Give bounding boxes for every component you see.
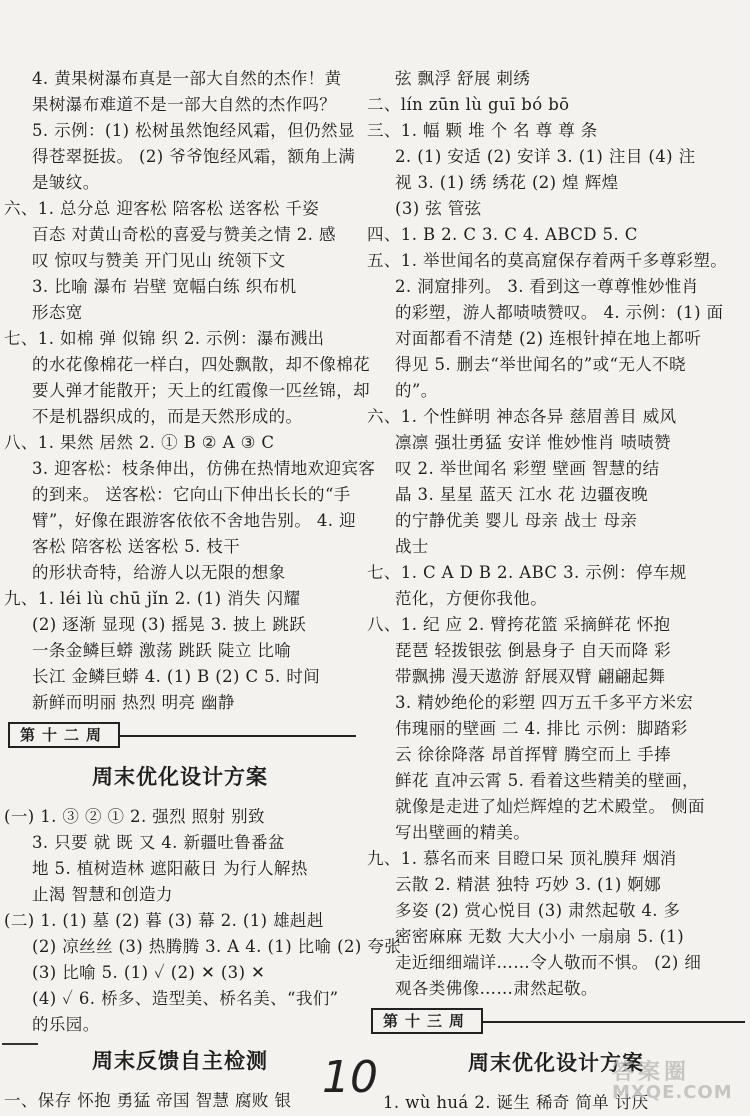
answer-line: 六、1. 总分总 迎客松 陪客松 送客松 千姿 <box>4 199 320 218</box>
answer-line: 密密麻麻 无数 大大小小 一扇扇 5. (1) <box>395 927 685 946</box>
answer-line: 的乐园。 <box>32 1015 100 1034</box>
answer-line: 不是机器织成的，而是天然形成的。 <box>32 407 303 426</box>
watermark-logo <box>612 1055 740 1105</box>
answer-line: 3. 只要 就 既 又 4. 新疆吐鲁番盆 <box>32 833 285 852</box>
answer-line: 观各类佛像……肃然起敬。 <box>395 979 598 998</box>
answer-line: 的”。 <box>395 381 438 400</box>
answer-line: 的彩塑，游人都啧啧赞叹。 4. 示例：(1) 面 <box>395 303 724 322</box>
answer-line: 新鲜而明丽 热烈 明亮 幽静 <box>32 693 235 712</box>
weekend-feedback-answers <box>4 1088 356 1114</box>
page-number: 10 <box>322 1052 378 1103</box>
answer-line: 八、1. 纪 应 2. 臂挎花篮 采摘鲜花 怀抱 <box>367 615 671 634</box>
answer-line: 百态 对黄山奇松的喜爱与赞美之情 2. 感 <box>32 225 336 244</box>
answer-line: 叹 惊叹与赞美 开门见山 统领下文 <box>32 251 286 270</box>
watermark-top-text: 答案圈 <box>612 1060 691 1085</box>
answer-line: 果树瀑布难道不是一部大自然的杰作吗？ <box>32 95 337 114</box>
weekend-feedback-title: 周末反馈自主检测 <box>92 1049 268 1073</box>
divider-line <box>483 1021 745 1023</box>
answer-line: 2. 洞窟排列。 3. 看到这一尊尊惟妙惟肖 <box>395 277 699 296</box>
answer-line: 3. 比喻 瀑布 岩壁 宽幅白练 织布机 <box>32 277 297 296</box>
week-13-header <box>367 1002 745 1040</box>
week-12-banner: 第十二周 <box>8 722 120 748</box>
answer-line: 的水花像棉花一样白，四处飘散，却不像棉花 <box>32 355 370 374</box>
divider-line <box>120 735 356 737</box>
right-answer-lines <box>367 66 745 1002</box>
answer-line: 弦 飘浮 舒展 刺绣 <box>395 69 531 88</box>
answer-line: 止渴 智慧和创造力 <box>32 885 173 904</box>
answer-line: 云散 2. 精湛 独特 巧妙 3. (1) 婀娜 <box>395 875 662 894</box>
right-column <box>367 66 745 1116</box>
answer-line: 的到来。 送客松：它向山下伸出长长的“手 <box>32 485 351 504</box>
answer-line: 客松 陪客松 送客松 5. 枝干 <box>32 537 241 556</box>
answer-line: 4. 黄果树瀑布真是一部大自然的杰作！黄 <box>32 69 342 88</box>
answer-line: 的宁静优美 婴儿 母亲 战士 母亲 <box>395 511 638 530</box>
answer-line: 九、1. léi lù chū jǐn 2. (1) 消失 闪耀 <box>4 589 301 608</box>
answer-line: 视 3. (1) 绣 绣花 (2) 煌 辉煌 <box>395 173 619 192</box>
answer-line: (一) 1. ③ ② ① 2. 强烈 照射 别致 <box>4 807 265 826</box>
answer-line: 九、1. 慕名而来 目瞪口呆 顶礼膜拜 烟消 <box>367 849 677 868</box>
answer-line: 要人弹才能散开；天上的红霞像一匹丝锦，却 <box>32 381 370 400</box>
week-13-banner: 第十三周 <box>371 1008 483 1034</box>
weekend-plan-title: 周末优化设计方案 <box>92 765 268 789</box>
answer-line: 2. (1) 安适 (2) 安详 3. (1) 注目 (4) 注 <box>395 147 696 166</box>
answer-line: 形态宽 <box>32 303 83 322</box>
answer-line: 3. 精妙绝伦的彩塑 四万五千多平方米宏 <box>395 693 694 712</box>
weekend-plan-answers <box>4 804 402 1038</box>
answer-line: 得苍翠挺拔。 (2) 爷爷饱经风霜，额角上满 <box>32 147 356 166</box>
answer-line: 臂”，好像在跟游客依依不舍地告别。 4. 迎 <box>32 511 356 530</box>
left-answer-lines <box>4 66 376 716</box>
answer-line: 七、1. 如棉 弹 似锦 织 2. 示例：瀑布溅出 <box>4 329 325 348</box>
answer-line: (3) 弦 管弦 <box>395 199 482 218</box>
answer-line: (2) 逐渐 显现 (3) 摇晃 3. 披上 跳跃 <box>32 615 307 634</box>
week-13-plan-title: 周末优化设计方案 <box>468 1051 644 1075</box>
answer-line: 晶 3. 星星 蓝天 江水 花 边疆夜晚 <box>395 485 649 504</box>
answer-line: 得见 5. 删去“举世闻名的”或“无人不晓 <box>395 355 686 374</box>
answer-line: 八、1. 果然 居然 2. ① B ② A ③ C <box>4 433 275 452</box>
answer-line: 伟瑰丽的壁画 二 4. 排比 示例：脚踏彩 <box>395 719 688 738</box>
answer-line: 对面都看不清楚 (2) 连根针掉在地上都听 <box>395 329 702 348</box>
answer-line: (3) 比喻 5. (1) ✓ (2) ✕ (3) ✕ <box>32 963 266 982</box>
answer-line: 长江 金鳞巨蟒 4. (1) B (2) C 5. 时间 <box>32 667 321 686</box>
answer-line: 带飘拂 漫天遨游 舒展双臂 翩翩起舞 <box>395 667 666 686</box>
answer-line: 七、1. C A D B 2. ABC 3. 示例：停车规 <box>367 563 687 582</box>
left-column <box>4 66 402 1114</box>
answer-line: (2) 凉丝丝 (3) 热腾腾 3. A 4. (1) 比喻 (2) 夸张 <box>32 937 402 956</box>
answer-line: 地 5. 植树造林 遮阳蔽日 为行人解热 <box>32 859 308 878</box>
watermark-bottom-text: MXQE.COM <box>612 1082 733 1103</box>
answer-line: 三、1. 幅 颗 堆 个 名 尊 尊 条 <box>367 121 598 140</box>
answer-line: 云 徐徐降落 昂首挥臂 腾空而上 手捧 <box>395 745 672 764</box>
answer-line: 范化，方便你我他。 <box>395 589 548 608</box>
answer-line: 叹 2. 举世闻名 彩塑 壁画 智慧的结 <box>395 459 660 478</box>
margin-mark <box>2 1043 38 1045</box>
answer-line: 写出壁画的精美。 <box>395 823 531 842</box>
answer-line: 5. 示例：(1) 松树虽然饱经风霜，但仍然显 <box>32 121 355 140</box>
answer-line: 鲜花 直冲云霄 5. 看着这些精美的壁画， <box>395 771 699 790</box>
answer-line: 一条金鳞巨蟒 激荡 跳跃 陡立 比喻 <box>32 641 292 660</box>
answer-line: 多姿 (2) 赏心悦目 (3) 肃然起敬 4. 多 <box>395 901 681 920</box>
week-12-header <box>4 716 356 754</box>
answer-line: 是皱纹。 <box>32 173 100 192</box>
answer-line: 一、保存 怀抱 勇猛 帝国 智慧 腐败 银 <box>4 1091 292 1110</box>
answer-line: 1. wù huá 2. 诞生 稀奇 简单 讨厌 <box>383 1093 649 1112</box>
answer-line: 六、1. 个性鲜明 神态各异 慈眉善目 威风 <box>367 407 677 426</box>
answer-line: 二、lín zūn lù guī bó bō <box>367 95 570 114</box>
answer-line: (二) 1. (1) 墓 (2) 暮 (3) 幕 2. (1) 雄赳赳 <box>4 911 324 930</box>
answer-line: 五、1. 举世闻名的莫高窟保存着两千多尊彩塑。 <box>367 251 728 270</box>
answer-line: (4) ✓ 6. 桥多、造型美、桥名美、“我们” <box>32 989 339 1008</box>
answer-line: 就像是走进了灿烂辉煌的艺术殿堂。 侧面 <box>395 797 705 816</box>
answer-line: 战士 <box>395 537 429 556</box>
answer-line: 的形状奇特，给游人以无限的想象 <box>32 563 286 582</box>
answer-line: 3. 迎客松：枝条伸出，仿佛在热情地欢迎宾客 <box>32 459 376 478</box>
answer-line: 四、1. B 2. C 3. C 4. ABCD 5. C <box>367 225 638 244</box>
answer-line: 琵琶 轻拨银弦 倒悬身子 自天而降 彩 <box>395 641 672 660</box>
answer-line: 凛凛 强壮勇猛 安详 惟妙惟肖 啧啧赞 <box>395 433 672 452</box>
answer-line: 走近细细端详……令人敬而不惧。 (2) 细 <box>395 953 702 972</box>
